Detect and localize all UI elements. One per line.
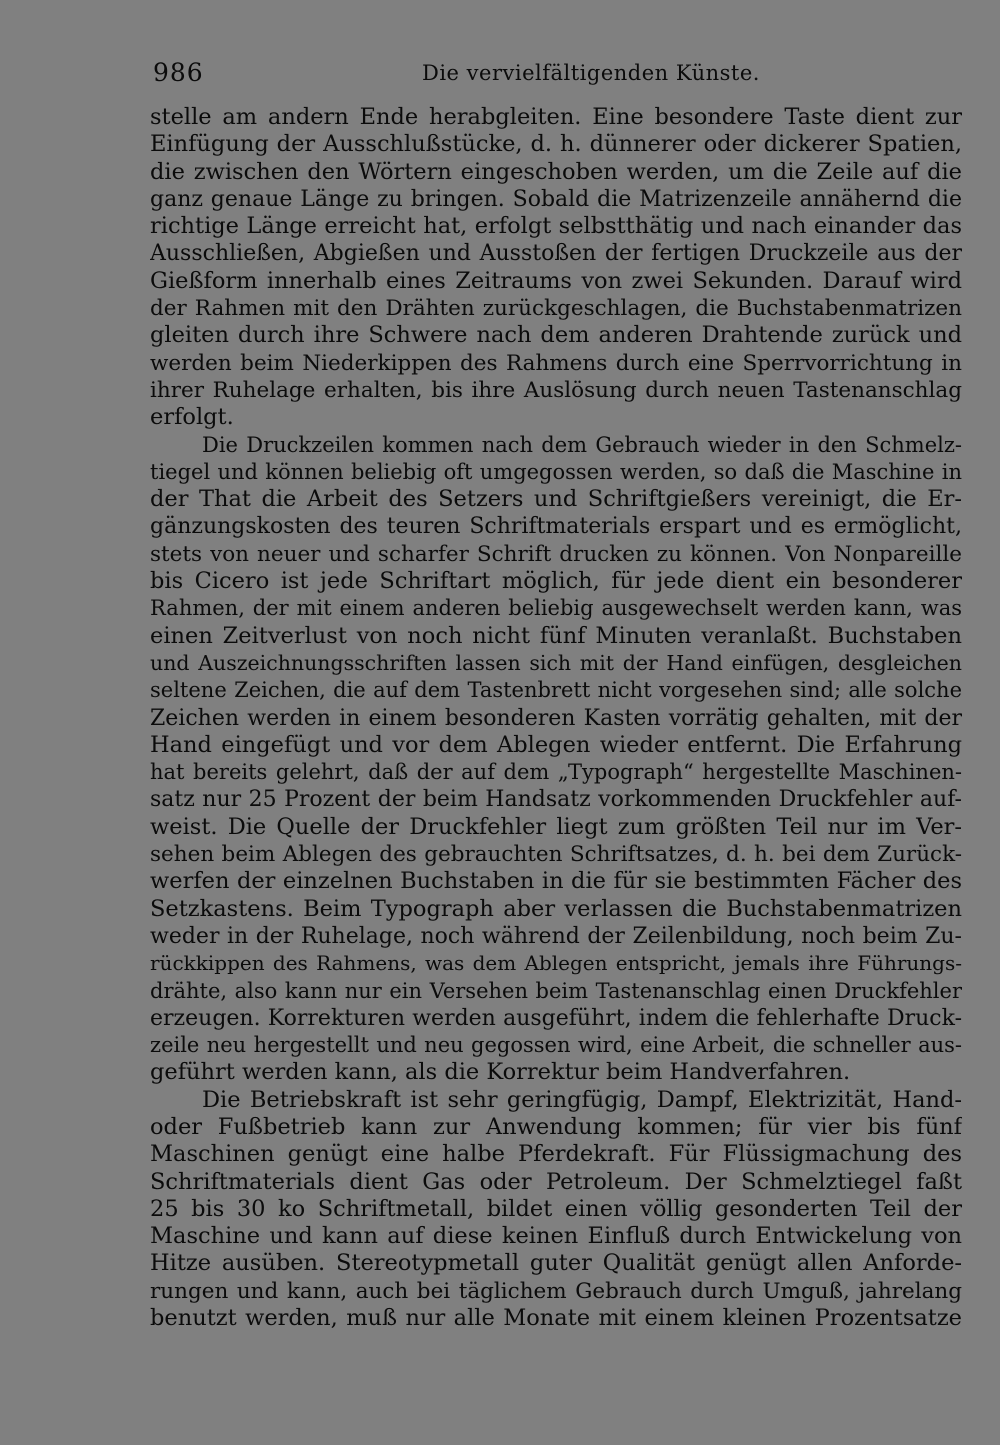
text-line: Zeichen werden in einem besonderen Kasten vorrätig gehalten, mit der: [150, 705, 962, 731]
text-line: einen Zeitverlust von noch nicht fünf Minuten veranlaßt. Buchstaben: [150, 622, 962, 649]
text-line: benutzt werden, muß nur alle Monate mit einem kleinen Prozentsatze: [150, 1305, 962, 1332]
text-line: stelle am andern Ende herabgleiten. Eine besondere Taste dient zur: [150, 104, 962, 130]
text-line: rungen und kann, auch bei täglichem Gebrauch durch Umguß, jahrelang: [150, 1278, 962, 1304]
page-number: 986: [153, 58, 204, 87]
text-line: der Rahmen mit den Drähten zurückgeschlagen, die Buchstabenmatrizen: [150, 296, 962, 322]
text-line: Ausschließen, Abgießen und Ausstoßen der fertigen Druckzeile aus der: [150, 241, 962, 267]
text-line: Die Betriebskraft ist sehr geringfügig, Dampf, Elektrizität, Hand-: [202, 1086, 962, 1113]
text-line: zeile neu hergestellt und neu gegossen wird, eine Arbeit, die schneller aus-: [150, 1033, 962, 1058]
text-line: satz nur 25 Prozent der beim Handsatz vorkommenden Druckfehler auf-: [150, 787, 962, 813]
text-line: Rahmen, der mit einem anderen beliebig ausgewechselt werden kann, was: [150, 596, 962, 621]
running-title: Die vervielfältigenden Künste.: [422, 61, 760, 85]
text-line: oder Fußbetrieb kann zur Anwendung kommen; für vier bis fünf: [150, 1113, 962, 1140]
text-line: werden beim Niederkippen des Rahmens durch eine Sperrvorrichtung in: [150, 350, 962, 376]
text-line: Maschinen genügt eine halbe Pferdekraft. Für Flüssigmachung des: [150, 1141, 962, 1168]
text-line: Setzkastens. Beim Typograph aber verlassen die Buchstabenmatrizen: [150, 895, 962, 922]
page-header: [150, 52, 962, 96]
text-line: der That die Arbeit des Setzers und Schriftgießers vereinigt, die Er-: [150, 486, 962, 513]
text-line: gleiten durch ihre Schwere nach dem anderen Drahtende zurück und: [150, 322, 962, 349]
text-line: stets von neuer und scharfer Schrift drucken zu können. Von Nonpareille: [150, 541, 962, 567]
text-line: gänzungskosten des teuren Schriftmaterials erspart und es ermöglicht,: [150, 514, 962, 540]
text-line: erzeugen. Korrekturen werden ausgeführt, indem die fehlerhafte Druck-: [150, 1005, 962, 1031]
text-line: erfolgt.: [150, 404, 234, 431]
text-line: Einfügung der Ausschlußstücke, d. h. dünnerer oder dickerer Spatien,: [150, 131, 962, 158]
text-line: Die Druckzeilen kommen nach dem Gebrauch wieder in den Schmelz-: [202, 432, 962, 457]
text-line: Gießform innerhalb eines Zeitraums von zwei Sekunden. Darauf wird: [150, 267, 962, 294]
text-line: Hand eingefügt und vor dem Ablegen wieder entfernt. Die Erfahrung: [150, 731, 962, 758]
text-line: ihrer Ruhelage erhalten, bis ihre Auslösung durch neuen Tastenanschlag: [150, 377, 962, 403]
text-line: tiegel und können beliebig oft umgegossen werden, so daß die Maschine in: [150, 459, 962, 484]
text-line: richtige Länge erreicht hat, erfolgt selbstthätig und nach einander das: [150, 213, 962, 240]
text-line: weist. Die Quelle der Druckfehler liegt zum größten Teil nur im Ver-: [150, 813, 962, 840]
text-line: Schriftmaterials dient Gas oder Petroleum. Der Schmelztiegel faßt: [150, 1168, 962, 1195]
text-line: werfen der einzelnen Buchstaben in die für sie bestimmten Fächer des: [150, 868, 962, 895]
text-line: Hitze ausüben. Stereotypmetall guter Qualität genügt allen Anforde-: [150, 1250, 962, 1277]
text-line: bis Cicero ist jede Schriftart möglich, für jede dient ein besonderer: [150, 568, 962, 595]
text-line: 25 bis 30 ko Schriftmetall, bildet einen völlig gesonderten Teil der: [150, 1195, 962, 1222]
body-text: [150, 104, 962, 1332]
text-line: ganz genaue Länge zu bringen. Sobald die Matrizenzeile annähernd die: [150, 186, 962, 212]
text-line: drähte, also kann nur ein Versehen beim Tastenanschlag einen Druckfehler: [150, 978, 962, 1003]
text-line: weder in der Ruhelage, noch während der Zeilenbildung, noch beim Zu-: [150, 923, 962, 949]
text-line: hat bereits gelehrt, daß der auf dem „Typograph“ hergestellte Maschinen-: [150, 760, 962, 785]
book-page: [150, 52, 962, 1422]
text-line: und Auszeichnungsschriften lassen sich mit der Hand einfügen, desgleichen: [150, 650, 962, 675]
text-line: die zwischen den Wörtern eingeschoben werden, um die Zeile auf die: [150, 158, 962, 185]
text-line: sehen beim Ablegen des gebrauchten Schriftsatzes, d. h. bei dem Zurück-: [150, 842, 962, 868]
text-line: rückkippen des Rahmens, was dem Ablegen entspricht, jemals ihre Führungs-: [150, 951, 962, 976]
text-line: geführt werden kann, als die Korrektur beim Handverfahren.: [150, 1059, 851, 1086]
text-line: Maschine und kann auf diese keinen Einfluß durch Entwickelung von: [150, 1223, 962, 1250]
text-line: seltene Zeichen, die auf dem Tastenbrett nicht vorgesehen sind; alle solche: [150, 678, 962, 703]
